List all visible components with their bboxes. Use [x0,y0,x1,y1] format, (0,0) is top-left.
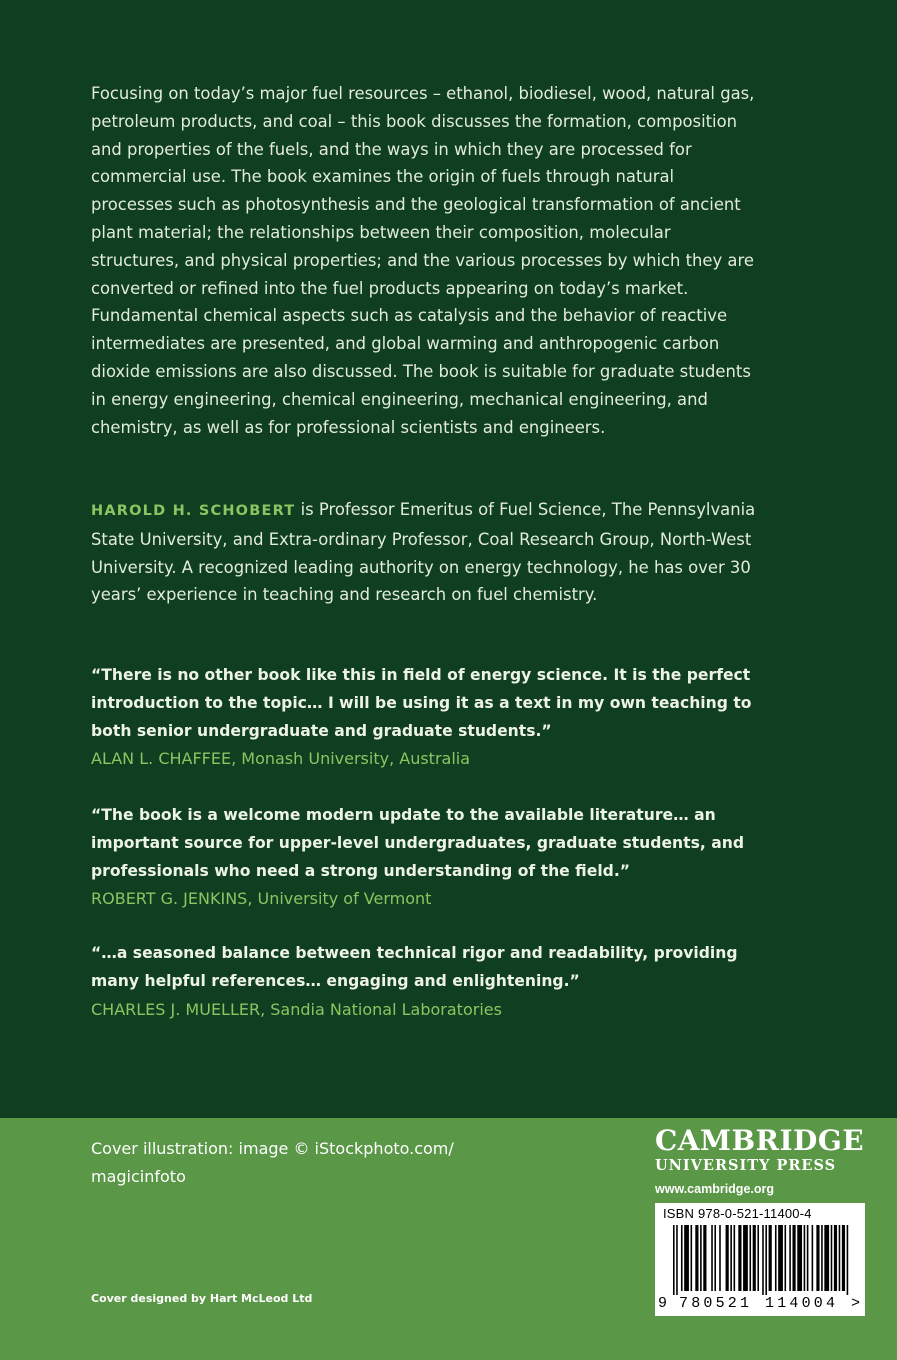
barcode-bar [834,1225,837,1291]
barcode-bar [839,1225,841,1291]
barcode-bar [749,1225,751,1291]
quote-attribution: ALAN L. CHAFFEE, Monash University, Australia [91,749,471,769]
review-quote [91,662,759,773]
barcode-bar [700,1225,702,1291]
quote-attribution: CHARLES J. MUELLER, Sandia National Laboratories [91,999,502,1019]
quote-text: “There is no other book like this in field of energy science. It is the perfect introduction to the topic… I will be using it as a text in my own teaching to both senior undergraduate and graduate students.” [91,666,752,740]
barcode-bar [847,1225,849,1295]
barcode-bar [711,1225,713,1291]
barcode-bar [775,1225,777,1291]
barcode-bar [691,1225,693,1291]
quote-text: “…a seasoned balance between technical rigor and readability, providing many helpful references… engaging and enlightening.” [91,944,738,990]
review-quote [91,940,759,1023]
barcode-bar [762,1225,764,1295]
cover-illustration-credit: Cover illustration: image © iStockphoto.com/ magicinfoto [91,1139,454,1186]
barcode-bar [753,1225,756,1291]
isbn-label: ISBN 978-0-521-11400-4 [663,1206,812,1221]
barcode-bar [703,1225,706,1291]
barcode-bar [730,1225,732,1291]
barcode-bar [676,1225,678,1295]
barcode-bar [769,1225,772,1291]
barcode-bar [821,1225,823,1291]
publisher-press: UNIVERSITY PRESS [655,1157,837,1174]
publisher-logo [655,1126,870,1199]
barcode-bar [714,1225,716,1291]
review-quote [91,802,759,913]
barcode-bar [726,1225,729,1291]
barcode-bar [734,1225,736,1291]
barcode-bar [812,1225,814,1291]
barcode-bar [695,1225,698,1291]
barcode-bar [807,1225,809,1291]
publisher-name: CAMBRIDGE [655,1124,865,1157]
barcode-bar [765,1225,767,1295]
barcode-bar [757,1225,759,1291]
barcode-bar [743,1225,748,1291]
barcode-bar [738,1225,741,1291]
barcode-bar [789,1225,791,1291]
barcode-bar [684,1225,689,1291]
author-name: HAROLD H. SCHOBERT [91,503,296,519]
barcode-bar [681,1225,683,1291]
barcode-bar [719,1225,721,1291]
publisher-website: www.cambridge.org [655,1182,775,1196]
barcode-bar [673,1225,675,1295]
author-bio [91,496,759,609]
barcode-left-digits: 780521 [679,1295,753,1312]
barcode-bar [842,1225,845,1291]
barcode-right-digits: 114004 [765,1295,839,1312]
barcode-digits [655,1295,865,1315]
book-description: Focusing on today’s major fuel resources – ethanol, biodiesel, wood, natural gas, petroleum products, and coal – this book discusses the formation, composition and properties of the fuels, and the ways in which they are processed for commercial use. The book examines the origin of fuels through natural processes such as photosynthesis and the geological transformation of ancient plant material; the relationships between their composition, molecular structures, and physical properties; and the various processes by which they are converted or refined into the fuel products appearing on today’s market. Fundamental chemical aspects such as catalysis and the behavior of reactive intermediates are presented, and global warming and anthropogenic carbon dioxide emissions are also discussed. The book is suitable for graduate students in energy engineering, chemical engineering, mechanical engineering, and chemistry, as well as for professional scientists and engineers. [91,84,755,437]
barcode-first-digit: 9 [658,1295,668,1312]
barcode-bars [673,1225,853,1295]
barcode-bar [831,1225,833,1291]
cover-designer-credit: Cover designed by Hart McLeod Ltd [91,1292,313,1305]
isbn-barcode [655,1203,865,1316]
barcode-quiet-mark: > [851,1295,861,1312]
barcode-bar [792,1225,795,1291]
barcode-bar [785,1225,787,1291]
barcode-bar [778,1225,783,1291]
barcode-bar [804,1225,806,1291]
barcode-bar [824,1225,829,1291]
quote-attribution: ROBERT G. JENKINS, University of Vermont [91,889,432,909]
author-bio-text: is Professor Emeritus of Fuel Science, The Pennsylvania State University, and Extra-ordinary Professor, Coal Research Group, North-West University. A recognized leading authority on energy technology, he has over 30 years’ experience in teaching and research on fuel chemistry. [91,500,756,605]
barcode-bar [797,1225,802,1291]
barcode-bar [816,1225,819,1291]
quote-text: “The book is a welcome modern update to the available literature… an important source for upper-level undergraduates, graduate students, and professionals who need a strong understanding of the field.” [91,806,745,880]
